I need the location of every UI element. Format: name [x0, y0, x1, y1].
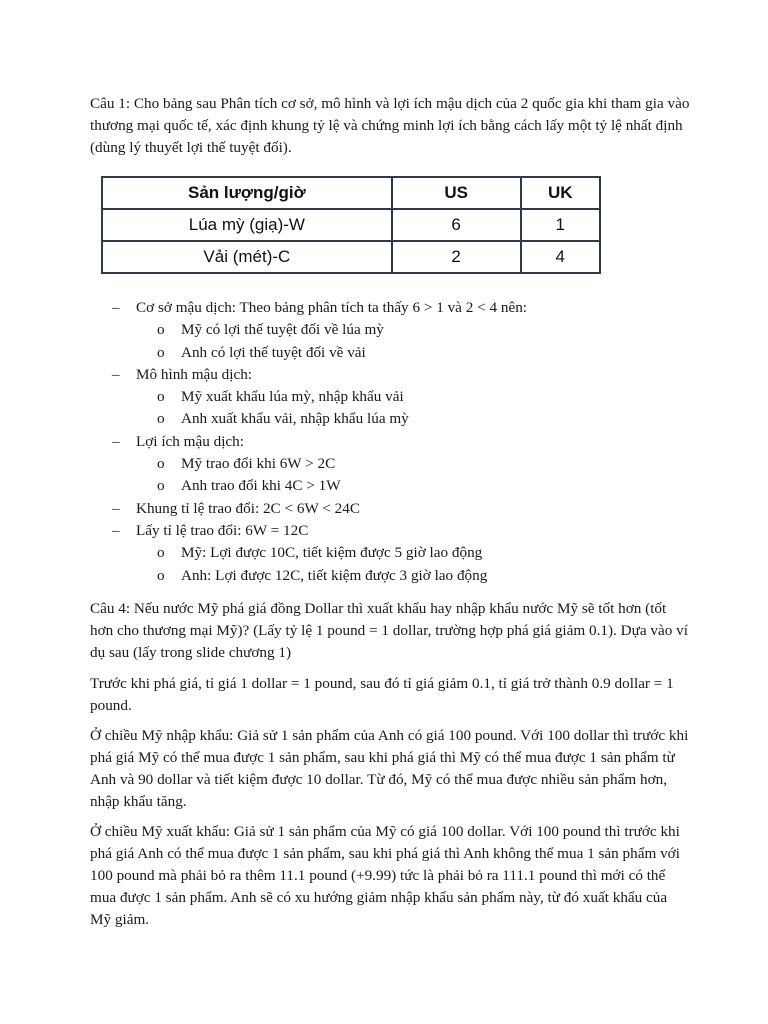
- list-item: [112, 520, 712, 542]
- list-item: [112, 297, 712, 319]
- question-4-text: Câu 4: Nếu nước Mỹ phá giá đồng Dollar thì xuất khẩu hay nhập khẩu nước Mỹ sẽ tốt hơn (tốt hơn cho thương mại Mỹ)? (Lấy tỷ lệ 1 pound = 1 dollar, trường hợp phá giá giảm 0.1). Dựa vào ví dụ sau (lấy trong slide chương 1): [90, 600, 688, 661]
- list-item-text: Khung tỉ lệ trao đổi: 2C < 6W < 24C: [136, 499, 360, 517]
- circle-bullet-marker: o: [157, 388, 165, 406]
- list-item: [112, 431, 712, 453]
- table-row: [102, 209, 600, 241]
- dash-bullet-marker: –: [112, 499, 120, 517]
- dash-bullet-marker: –: [112, 521, 120, 539]
- question-1-text: Câu 1: Cho bảng sau Phân tích cơ sở, mô hình và lợi ích mậu dịch của 2 quốc gia khi tham gia vào thương mại quốc tế, xác định khung tỷ lệ và chứng minh lợi ích bằng cách lấy một tỷ lệ nhất định (dùng lý thuyết lợi thế tuyệt đối).: [90, 95, 690, 156]
- circle-bullet-marker: o: [157, 321, 165, 339]
- list-item: [112, 342, 712, 364]
- exchange-rate-paragraph: Trước khi phá giá, tỉ giá 1 dollar = 1 pound, sau đó tỉ giá giảm 0.1, tỉ giá trở thành 0.9 dollar = 1 pound.: [90, 675, 674, 714]
- table-cell: Vải (mét)-C: [102, 241, 392, 273]
- list-item: [112, 364, 712, 386]
- table-cell: 1: [521, 209, 600, 241]
- list-item-text: Anh: Lợi được 12C, tiết kiệm được 3 giờ lao động: [181, 566, 488, 584]
- circle-bullet-marker: o: [157, 455, 165, 473]
- table-header-row: [102, 177, 600, 209]
- circle-bullet-marker: o: [157, 477, 165, 495]
- list-item: [112, 319, 712, 341]
- list-item-text: Anh xuất khẩu vải, nhập khẩu lúa mỳ: [181, 410, 409, 428]
- export-paragraph: Ở chiều Mỹ xuất khẩu: Giả sử 1 sản phẩm của Mỹ có giá 100 dollar. Với 100 pound thì trước khi phá giá Anh có thể mua được 1 sản phẩm, sau khi phá giá thì Anh không thể mua 1 sản phẩm với 100 pound mà phải bỏ ra thêm 11.1 pound (+9.99) tức là phải bỏ ra 111.1 pound thì mới có thể mua được 1 sản phẩm. Anh sẽ có xu hướng giảm nhập khẩu sản phẩm này, từ đó xuất khẩu của Mỹ giảm.: [90, 823, 680, 928]
- table-cell: 6: [392, 209, 521, 241]
- list-item-text: Cơ sở mậu dịch: Theo bảng phân tích ta thấy 6 > 1 và 2 < 4 nên:: [136, 299, 528, 316]
- list-item: [112, 542, 712, 564]
- import-paragraph: Ở chiều Mỹ nhập khẩu: Giả sử 1 sản phẩm của Anh có giá 100 pound. Với 100 dollar thì trước khi phá giá Mỹ có thể mua được 1 sản phẩm, sau khi phá giá thì Mỹ có thể mua được 1 sản phẩm từ Anh và 90 dollar và tiết kiệm được 10 dollar. Từ đó, Mỹ có thể mua được nhiều sản phẩm hơn, nhập khẩu tăng.: [90, 727, 689, 810]
- analysis-bullet-list: [112, 297, 712, 587]
- list-item: [112, 408, 712, 430]
- table-header-cell: UK: [521, 177, 600, 209]
- dash-bullet-marker: –: [112, 299, 120, 316]
- list-item-text: Lấy tỉ lệ trao đổi: 6W = 12C: [136, 521, 309, 539]
- list-item-text: Mỹ có lợi thế tuyệt đối về lúa mỳ: [181, 321, 384, 339]
- list-item: [112, 453, 712, 475]
- table-cell: 2: [392, 241, 521, 273]
- list-item-text: Anh có lợi thế tuyệt đối về vải: [181, 343, 366, 361]
- circle-bullet-marker: o: [157, 544, 165, 562]
- list-item-text: Mỹ: Lợi được 10C, tiết kiệm được 5 giờ lao động: [181, 544, 483, 562]
- list-item: [112, 498, 712, 520]
- dash-bullet-marker: –: [112, 365, 120, 383]
- table-row: [102, 241, 600, 273]
- list-item: [112, 386, 712, 408]
- table-cell: Lúa mỳ (giạ)-W: [102, 209, 392, 241]
- list-item-text: Anh trao đổi khi 4C > 1W: [181, 477, 341, 495]
- table-header-cell: US: [392, 177, 521, 209]
- production-table: [101, 176, 601, 274]
- list-item: [112, 565, 712, 587]
- circle-bullet-marker: o: [157, 566, 165, 584]
- circle-bullet-marker: o: [157, 343, 165, 361]
- table-header-cell: Sản lượng/giờ: [102, 177, 392, 209]
- list-item-text: Mỹ xuất khẩu lúa mỳ, nhập khẩu vải: [181, 388, 404, 406]
- list-item-text: Mô hình mậu dịch:: [136, 365, 253, 383]
- list-item-text: Lợi ích mậu dịch:: [136, 432, 244, 450]
- table-cell: 4: [521, 241, 600, 273]
- circle-bullet-marker: o: [157, 410, 165, 428]
- dash-bullet-marker: –: [112, 432, 120, 450]
- list-item-text: Mỹ trao đổi khi 6W > 2C: [181, 455, 336, 473]
- list-item: [112, 475, 712, 497]
